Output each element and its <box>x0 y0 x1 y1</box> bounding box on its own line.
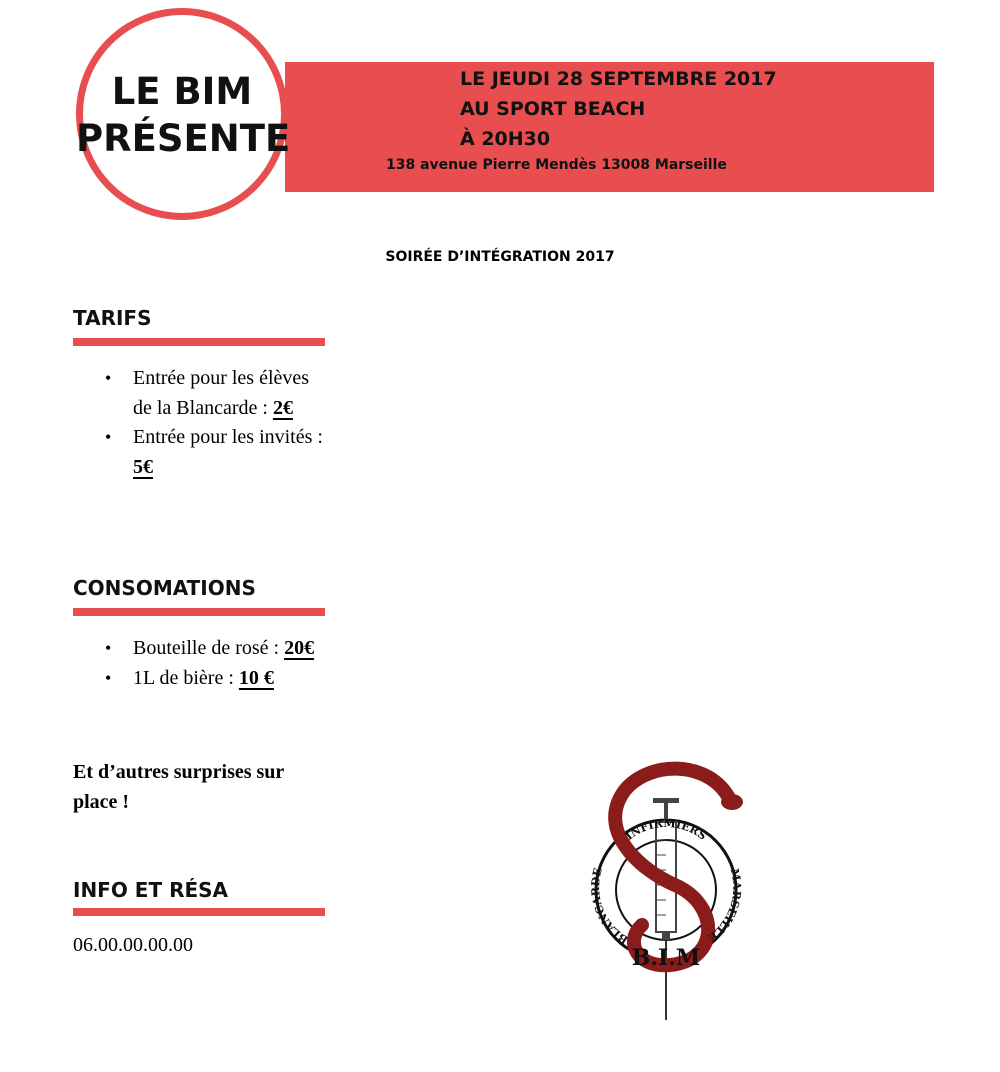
tarifs-title: TARIFS <box>73 306 152 330</box>
list-item <box>105 364 323 423</box>
event-time: À 20H30 <box>460 128 551 150</box>
item-text: 1L de bière : <box>133 666 239 689</box>
logo-bottom-text: B.I.M <box>631 945 701 971</box>
item-price: 5€ <box>133 455 153 478</box>
event-date: LE JEUDI 28 SEPTEMBRE 2017 <box>460 68 777 90</box>
event-venue: AU SPORT BEACH <box>460 98 646 120</box>
logo-top-text: INFIRMIERS <box>622 816 709 843</box>
tarifs-divider <box>73 338 325 346</box>
item-price: 20€ <box>284 637 315 659</box>
snake-head-icon <box>721 794 743 810</box>
info-divider <box>73 908 325 916</box>
tarifs-list <box>105 364 323 482</box>
item-text: Bouteille de rosé : <box>133 637 285 659</box>
surprise-note: Et d’autres surprises sur place ! <box>73 761 284 813</box>
list-item <box>105 634 333 664</box>
list-item <box>105 664 333 694</box>
item-price: 10 € <box>238 666 274 689</box>
item-price: 2€ <box>272 396 293 419</box>
phone-number: 06.00.00.00.00 <box>73 934 193 956</box>
logo-right-text: MARSEILLE <box>705 867 744 945</box>
page-subtitle: SOIRÉE D’INTÉGRATION 2017 <box>385 249 615 265</box>
info-title: INFO ET RÉSA <box>73 878 229 902</box>
list-item <box>105 423 323 482</box>
consomations-divider <box>73 608 325 616</box>
item-text: Entrée pour les élèves de la Blancarde : <box>133 367 310 419</box>
circle-title-line2: PRÉSENTE <box>76 117 291 160</box>
logo-left-text: BLANCARDE <box>589 866 631 947</box>
circle-title-line1: LE BIM <box>111 70 253 113</box>
title-circle <box>76 8 291 220</box>
bim-logo <box>580 760 750 1025</box>
consomations-list <box>105 634 333 693</box>
event-address: 138 avenue Pierre Mendès 13008 Marseille <box>386 157 727 173</box>
item-text: Entrée pour les invités : <box>133 426 323 448</box>
consomations-title: CONSOMATIONS <box>73 576 256 600</box>
